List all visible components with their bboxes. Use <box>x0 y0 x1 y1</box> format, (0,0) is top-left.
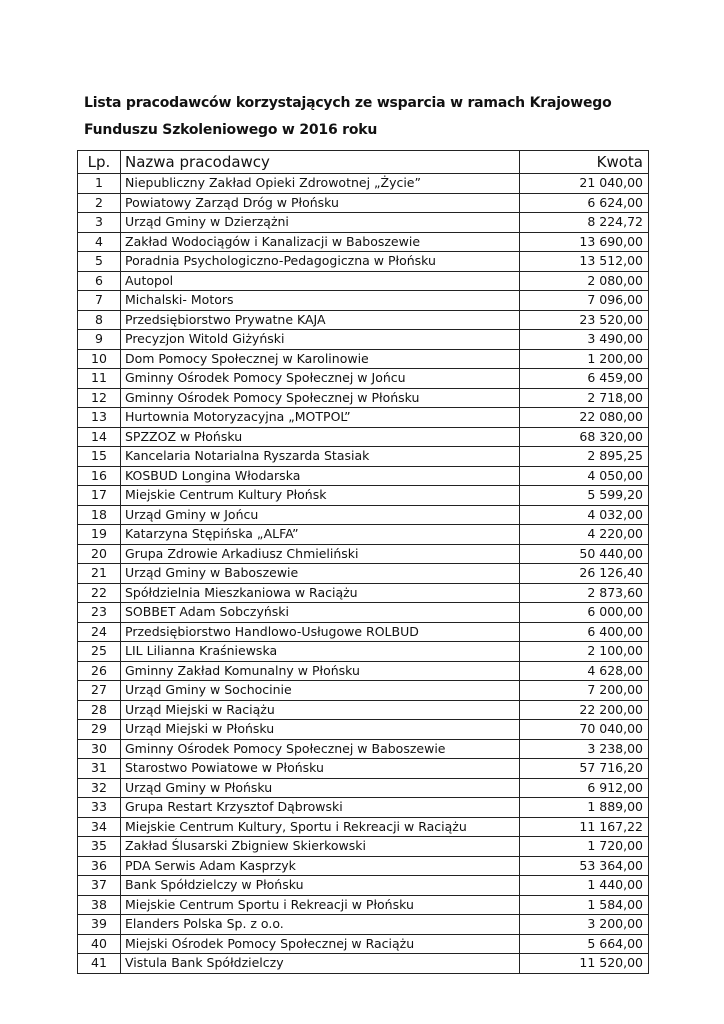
row-name: Zakład Wodociągów i Kanalizacji w Baboszewie <box>121 232 520 252</box>
row-amount: 68 320,00 <box>520 427 649 447</box>
row-amount: 7 096,00 <box>520 291 649 311</box>
title-line-1: Lista pracodawców korzystających ze wsparcia w ramach Krajowego <box>84 95 612 111</box>
row-lp: 14 <box>78 427 121 447</box>
row-name: Michalski- Motors <box>121 291 520 311</box>
row-name: Urząd Gminy w Dzierzążni <box>121 213 520 233</box>
row-name: Grupa Restart Krzysztof Dąbrowski <box>121 798 520 818</box>
table-row <box>78 232 649 252</box>
row-lp: 1 <box>78 174 121 194</box>
row-amount: 13 690,00 <box>520 232 649 252</box>
table-row <box>78 856 649 876</box>
row-lp: 23 <box>78 603 121 623</box>
row-lp: 16 <box>78 466 121 486</box>
table-row <box>78 310 649 330</box>
row-name: Miejskie Centrum Kultury, Sportu i Rekreacji w Raciążu <box>121 817 520 837</box>
employers-table <box>77 150 649 974</box>
row-amount: 70 040,00 <box>520 720 649 740</box>
row-amount: 11 520,00 <box>520 954 649 974</box>
row-lp: 5 <box>78 252 121 272</box>
row-lp: 36 <box>78 856 121 876</box>
table-row <box>78 271 649 291</box>
table-row <box>78 349 649 369</box>
row-lp: 12 <box>78 388 121 408</box>
row-name: Elanders Polska Sp. z o.o. <box>121 915 520 935</box>
row-lp: 30 <box>78 739 121 759</box>
row-amount: 5 599,20 <box>520 486 649 506</box>
row-amount: 21 040,00 <box>520 174 649 194</box>
row-amount: 6 400,00 <box>520 622 649 642</box>
row-name: Powiatowy Zarząd Dróg w Płońsku <box>121 193 520 213</box>
row-name: Urząd Gminy w Płońsku <box>121 778 520 798</box>
table-row <box>78 642 649 662</box>
row-name: Grupa Zdrowie Arkadiusz Chmieliński <box>121 544 520 564</box>
table-row <box>78 759 649 779</box>
row-name: Gminny Zakład Komunalny w Płońsku <box>121 661 520 681</box>
table-row <box>78 447 649 467</box>
row-name: Gminny Ośrodek Pomocy Społecznej w Płońsku <box>121 388 520 408</box>
row-amount: 13 512,00 <box>520 252 649 272</box>
row-lp: 32 <box>78 778 121 798</box>
row-amount: 4 050,00 <box>520 466 649 486</box>
row-lp: 39 <box>78 915 121 935</box>
row-amount: 3 490,00 <box>520 330 649 350</box>
table-row <box>78 934 649 954</box>
row-lp: 20 <box>78 544 121 564</box>
row-amount: 8 224,72 <box>520 213 649 233</box>
row-lp: 28 <box>78 700 121 720</box>
row-amount: 2 895,25 <box>520 447 649 467</box>
table-row <box>78 369 649 389</box>
row-name: Gminny Ośrodek Pomocy Społecznej w Baboszewie <box>121 739 520 759</box>
row-name: LIL Lilianna Kraśniewska <box>121 642 520 662</box>
row-amount: 4 032,00 <box>520 505 649 525</box>
row-lp: 15 <box>78 447 121 467</box>
row-amount: 2 080,00 <box>520 271 649 291</box>
row-amount: 50 440,00 <box>520 544 649 564</box>
table-row <box>78 505 649 525</box>
table-row <box>78 876 649 896</box>
row-amount: 22 200,00 <box>520 700 649 720</box>
row-amount: 1 440,00 <box>520 876 649 896</box>
row-name: Urząd Miejski w Raciążu <box>121 700 520 720</box>
title-line-2: Funduszu Szkoleniowego w 2016 roku <box>84 122 378 138</box>
row-amount: 3 238,00 <box>520 739 649 759</box>
row-lp: 9 <box>78 330 121 350</box>
row-name: Zakład Ślusarski Zbigniew Skierkowski <box>121 837 520 857</box>
row-amount: 11 167,22 <box>520 817 649 837</box>
row-name: Starostwo Powiatowe w Płońsku <box>121 759 520 779</box>
row-amount: 26 126,40 <box>520 564 649 584</box>
table-row <box>78 895 649 915</box>
header-lp: Lp. <box>78 151 121 174</box>
row-lp: 26 <box>78 661 121 681</box>
table-row <box>78 525 649 545</box>
row-amount: 23 520,00 <box>520 310 649 330</box>
row-lp: 13 <box>78 408 121 428</box>
table-row <box>78 544 649 564</box>
row-lp: 7 <box>78 291 121 311</box>
row-lp: 2 <box>78 193 121 213</box>
row-lp: 34 <box>78 817 121 837</box>
row-name: Poradnia Psychologiczno-Pedagogiczna w Płońsku <box>121 252 520 272</box>
row-name: Przedsiębiorstwo Prywatne KAJA <box>121 310 520 330</box>
table-row <box>78 466 649 486</box>
row-amount: 3 200,00 <box>520 915 649 935</box>
table-row <box>78 427 649 447</box>
table-row <box>78 583 649 603</box>
table-row <box>78 700 649 720</box>
table-row <box>78 798 649 818</box>
row-lp: 29 <box>78 720 121 740</box>
row-lp: 21 <box>78 564 121 584</box>
row-name: Niepubliczny Zakład Opieki Zdrowotnej „Życie” <box>121 174 520 194</box>
table-row <box>78 174 649 194</box>
table-row <box>78 622 649 642</box>
row-name: Autopol <box>121 271 520 291</box>
row-name: Katarzyna Stępińska „ALFA” <box>121 525 520 545</box>
row-lp: 4 <box>78 232 121 252</box>
row-lp: 18 <box>78 505 121 525</box>
row-amount: 4 220,00 <box>520 525 649 545</box>
row-amount: 1 720,00 <box>520 837 649 857</box>
row-lp: 3 <box>78 213 121 233</box>
row-amount: 5 664,00 <box>520 934 649 954</box>
row-amount: 57 716,20 <box>520 759 649 779</box>
row-amount: 4 628,00 <box>520 661 649 681</box>
row-amount: 6 912,00 <box>520 778 649 798</box>
row-name: Miejskie Centrum Kultury Płońsk <box>121 486 520 506</box>
row-amount: 7 200,00 <box>520 681 649 701</box>
row-lp: 22 <box>78 583 121 603</box>
row-name: Dom Pomocy Społecznej w Karolinowie <box>121 349 520 369</box>
row-amount: 22 080,00 <box>520 408 649 428</box>
table-row <box>78 564 649 584</box>
header-name: Nazwa pracodawcy <box>121 151 520 174</box>
table-row <box>78 837 649 857</box>
row-lp: 27 <box>78 681 121 701</box>
row-amount: 1 889,00 <box>520 798 649 818</box>
table-row <box>78 486 649 506</box>
row-name: PDA Serwis Adam Kasprzyk <box>121 856 520 876</box>
table-header-row <box>78 151 649 174</box>
row-lp: 37 <box>78 876 121 896</box>
row-lp: 35 <box>78 837 121 857</box>
table-row <box>78 778 649 798</box>
row-lp: 31 <box>78 759 121 779</box>
row-lp: 19 <box>78 525 121 545</box>
row-amount: 6 624,00 <box>520 193 649 213</box>
row-lp: 40 <box>78 934 121 954</box>
row-name: Precyzjon Witold Giżyński <box>121 330 520 350</box>
table-row <box>78 954 649 974</box>
table-row <box>78 291 649 311</box>
row-name: Kancelaria Notarialna Ryszarda Stasiak <box>121 447 520 467</box>
header-amount: Kwota <box>520 151 649 174</box>
row-lp: 38 <box>78 895 121 915</box>
row-lp: 8 <box>78 310 121 330</box>
row-name: Przedsiębiorstwo Handlowo-Usługowe ROLBUD <box>121 622 520 642</box>
row-lp: 6 <box>78 271 121 291</box>
row-amount: 2 873,60 <box>520 583 649 603</box>
row-name: Urząd Gminy w Baboszewie <box>121 564 520 584</box>
row-name: Miejski Ośrodek Pomocy Społecznej w Raciążu <box>121 934 520 954</box>
row-name: SOBBET Adam Sobczyński <box>121 603 520 623</box>
row-amount: 2 718,00 <box>520 388 649 408</box>
row-name: Gminny Ośrodek Pomocy Społecznej w Jońcu <box>121 369 520 389</box>
table-row <box>78 193 649 213</box>
row-name: Miejskie Centrum Sportu i Rekreacji w Płońsku <box>121 895 520 915</box>
table-row <box>78 330 649 350</box>
row-name: Urząd Gminy w Sochocinie <box>121 681 520 701</box>
table-row <box>78 681 649 701</box>
table-row <box>78 603 649 623</box>
table-row <box>78 252 649 272</box>
document-title <box>84 90 684 144</box>
row-amount: 2 100,00 <box>520 642 649 662</box>
table-row <box>78 213 649 233</box>
table-row <box>78 817 649 837</box>
row-name: Spółdzielnia Mieszkaniowa w Raciążu <box>121 583 520 603</box>
row-lp: 10 <box>78 349 121 369</box>
row-amount: 6 459,00 <box>520 369 649 389</box>
table-row <box>78 915 649 935</box>
row-lp: 11 <box>78 369 121 389</box>
table-row <box>78 720 649 740</box>
row-lp: 17 <box>78 486 121 506</box>
row-name: Urząd Miejski w Płońsku <box>121 720 520 740</box>
table-row <box>78 408 649 428</box>
row-amount: 6 000,00 <box>520 603 649 623</box>
row-name: SPZZOZ w Płońsku <box>121 427 520 447</box>
row-lp: 33 <box>78 798 121 818</box>
row-name: KOSBUD Longina Włodarska <box>121 466 520 486</box>
row-amount: 1 200,00 <box>520 349 649 369</box>
row-amount: 53 364,00 <box>520 856 649 876</box>
row-name: Vistula Bank Spółdzielczy <box>121 954 520 974</box>
row-name: Urząd Gminy w Jońcu <box>121 505 520 525</box>
row-lp: 24 <box>78 622 121 642</box>
row-amount: 1 584,00 <box>520 895 649 915</box>
row-lp: 25 <box>78 642 121 662</box>
row-name: Bank Spółdzielczy w Płońsku <box>121 876 520 896</box>
row-name: Hurtownia Motoryzacyjna „MOTPOL” <box>121 408 520 428</box>
table-row <box>78 739 649 759</box>
table-row <box>78 388 649 408</box>
row-lp: 41 <box>78 954 121 974</box>
table-row <box>78 661 649 681</box>
